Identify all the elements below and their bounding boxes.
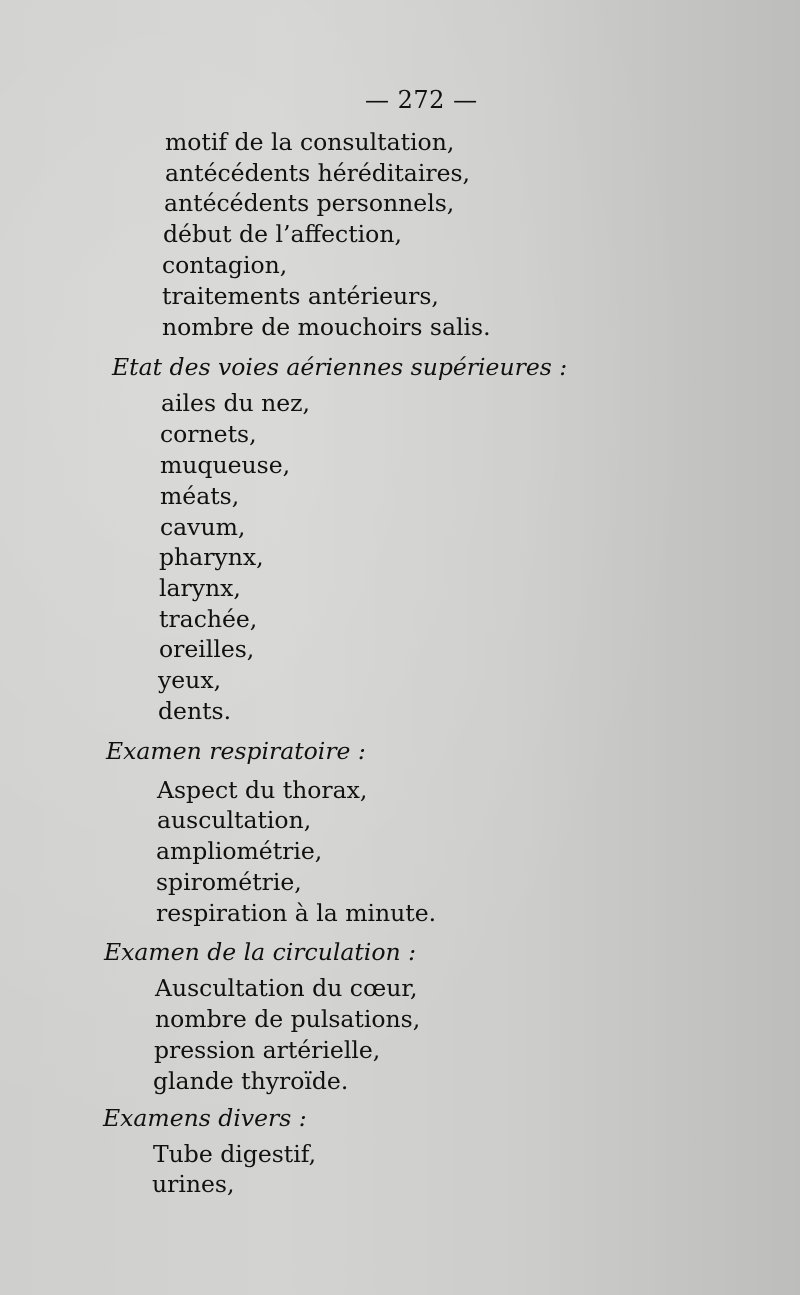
list-item: larynx,	[159, 574, 241, 602]
list-item: pharynx,	[159, 543, 264, 571]
section-heading: Examen de la circulation :	[104, 938, 416, 966]
list-item: nombre de mouchoirs salis.	[162, 313, 491, 341]
list-item: dents.	[158, 697, 232, 725]
list-item: début de l’affection,	[163, 220, 402, 248]
list-item: antécédents héréditaires,	[165, 159, 471, 187]
list-item: Tube digestif,	[153, 1140, 317, 1168]
list-item: yeux,	[158, 666, 222, 694]
list-item: ailes du nez,	[161, 389, 311, 417]
list-item: cornets,	[160, 420, 257, 448]
list-item: oreilles,	[159, 635, 255, 663]
list-item: traitements antérieurs,	[162, 282, 439, 310]
list-item: Aspect du thorax,	[157, 776, 368, 804]
list-item: glande thyroïde.	[153, 1067, 349, 1095]
list-item: pression artérielle,	[154, 1036, 381, 1064]
list-item: urines,	[152, 1170, 235, 1198]
section-heading: Examens divers :	[103, 1104, 307, 1132]
list-item: auscultation,	[157, 806, 312, 834]
list-item: Auscultation du cœur,	[155, 974, 418, 1002]
list-item: spirométrie,	[156, 868, 302, 896]
list-item: muqueuse,	[160, 451, 291, 479]
section-heading: Etat des voies aériennes supérieures :	[112, 353, 568, 381]
list-item: contagion,	[162, 251, 288, 279]
list-item: respiration à la minute.	[156, 899, 437, 927]
list-item: méats,	[160, 482, 240, 510]
list-item: motif de la consultation,	[165, 128, 455, 156]
list-item: antécédents personnels,	[164, 189, 455, 217]
page-number: — 272 —	[365, 86, 478, 114]
list-item: trachée,	[159, 605, 258, 633]
list-item: cavum,	[160, 513, 246, 541]
list-item: ampliométrie,	[156, 837, 323, 865]
section-heading: Examen respiratoire :	[106, 737, 366, 765]
list-item: nombre de pulsations,	[155, 1005, 421, 1033]
